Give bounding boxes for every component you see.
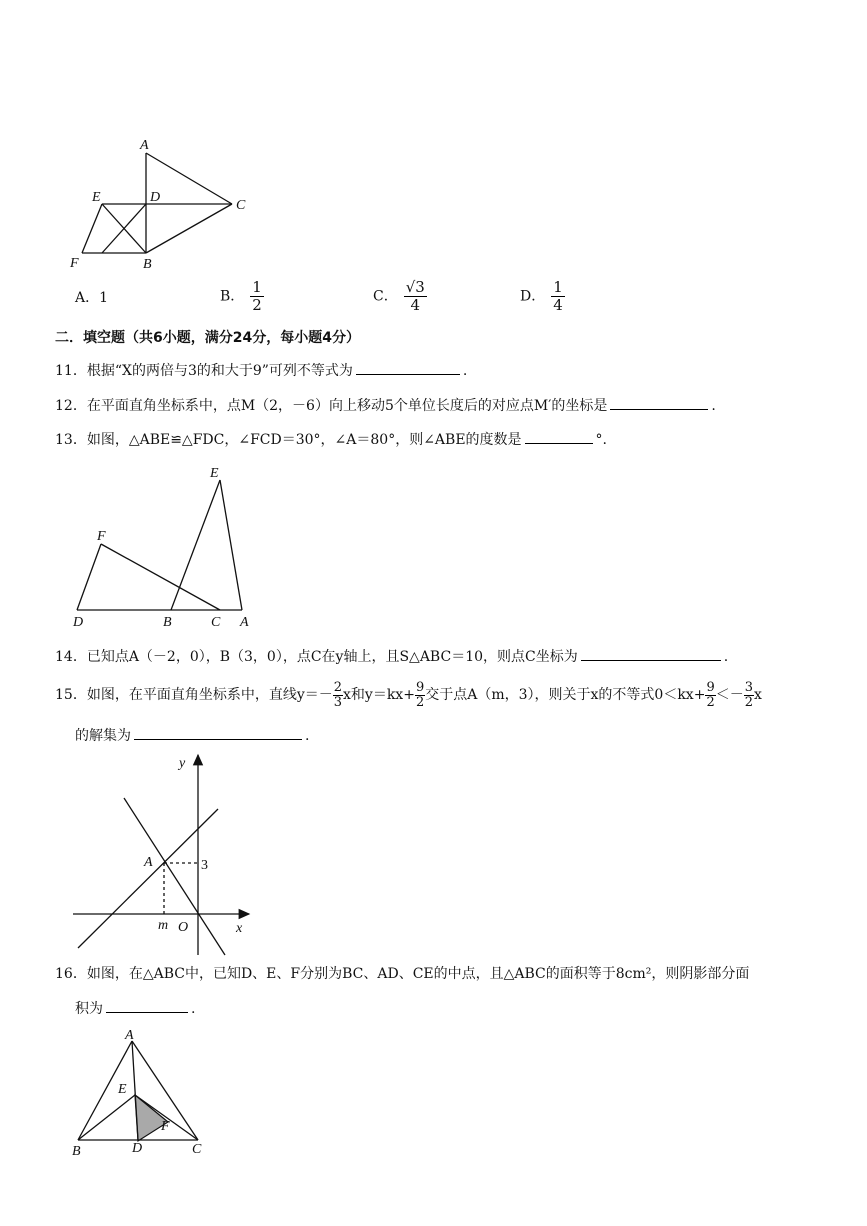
option-a-value: 1 xyxy=(99,290,109,306)
figure-q16 xyxy=(65,1025,225,1165)
question-15-line2-text: 的解集为 xyxy=(75,728,131,744)
question-16-end: . xyxy=(191,1001,196,1017)
label-x: x xyxy=(236,921,243,936)
figure-q15 xyxy=(65,745,265,960)
question-12-end: . xyxy=(711,398,716,414)
figure-q10 xyxy=(60,135,260,280)
label-F: F xyxy=(97,529,106,544)
label-m: m xyxy=(158,918,169,933)
question-15-line1 xyxy=(55,680,762,710)
label-y: y xyxy=(179,756,186,771)
question-14 xyxy=(55,646,728,667)
option-a[interactable] xyxy=(75,287,108,307)
question-12 xyxy=(55,395,716,416)
question-11-end: . xyxy=(462,363,468,379)
label-C: C xyxy=(211,615,221,630)
label-A: A xyxy=(125,1028,134,1043)
question-13-end: °. xyxy=(595,432,607,448)
label-F: F xyxy=(161,1119,170,1134)
question-14-text: 14．已知点A（－2，0），B（3，0），点C在y轴上，且S△ABC＝10，则点C坐标为 xyxy=(55,649,578,665)
question-15-part-c: 交于点A（m，3），则关于x的不等式0＜kx+ xyxy=(425,687,706,703)
label-C: C xyxy=(192,1142,202,1157)
section-title: 二．填空题（共6小题，满分24分，每小题4分） xyxy=(55,330,360,346)
question-13-text: 13．如图，△ABE≌△FDC，∠FCD＝30°，∠A＝80°，则∠ABE的度数是 xyxy=(55,432,522,448)
label-B: B xyxy=(163,615,172,630)
shaded-region xyxy=(135,1095,168,1141)
fraction-9-2-b: $\frac{9}{2}$ xyxy=(706,679,715,710)
question-15-part-d: ＜－ xyxy=(715,687,744,703)
label-D: D xyxy=(73,615,84,630)
answer-blank-11[interactable] xyxy=(356,360,460,375)
answer-blank-16[interactable] xyxy=(106,998,188,1013)
answer-blank-14[interactable] xyxy=(581,646,721,661)
fraction-9-2: $\frac{9}{2}$ xyxy=(415,679,425,710)
label-A: A xyxy=(140,138,149,153)
answer-blank-13[interactable] xyxy=(525,429,593,444)
figure-q13 xyxy=(65,460,265,630)
option-c[interactable] xyxy=(373,279,427,314)
option-d-letter: D． xyxy=(520,288,546,305)
question-14-end: . xyxy=(723,649,729,665)
answer-blank-15[interactable] xyxy=(134,725,302,740)
answer-blank-12[interactable] xyxy=(610,395,708,410)
question-13 xyxy=(55,429,607,450)
question-16-line1 xyxy=(55,964,749,984)
label-D: D xyxy=(132,1141,143,1156)
question-15-part-a: 15．如图，在平面直角坐标系中，直线y＝－ xyxy=(55,687,333,703)
label-O: O xyxy=(178,920,189,935)
label-B: B xyxy=(143,257,152,272)
option-b-letter: B． xyxy=(220,288,245,305)
fraction-3-2: $\frac{3}{2}$ xyxy=(744,679,753,710)
label-3: 3 xyxy=(201,858,208,873)
label-E: E xyxy=(92,190,101,205)
label-E: E xyxy=(210,466,219,481)
question-16-line2 xyxy=(75,998,195,1019)
question-12-text: 12．在平面直角坐标系中，点M（2，－6）向上移动5个单位长度后的对应点M′的坐标是 xyxy=(55,398,608,414)
label-B: B xyxy=(72,1144,81,1159)
option-a-letter: A． xyxy=(75,290,100,306)
option-b[interactable] xyxy=(220,279,264,314)
question-16-line1-text: 16．如图，在△ABC中，已知D、E、F分别为BC、AD、CE的中点，且△ABC的面积等于8cm²，则阴影部分面 xyxy=(55,966,750,982)
question-16-line2-text: 积为 xyxy=(75,1001,103,1017)
question-11-text: 11．根据“X的两倍与3的和大于9”可列不等式为 xyxy=(55,363,353,379)
option-b-fraction: $\frac{1}{2}$ xyxy=(252,278,262,314)
label-A: A xyxy=(240,615,249,630)
option-d[interactable] xyxy=(520,279,565,314)
label-A: A xyxy=(144,855,153,870)
question-15-part-e: x xyxy=(754,687,762,703)
question-11 xyxy=(55,360,467,381)
option-c-letter: C． xyxy=(373,288,398,305)
option-c-fraction: $\frac{√3}{4}$ xyxy=(405,278,425,314)
question-15-part-b: x和y＝kx+ xyxy=(343,687,415,703)
label-D: D xyxy=(150,190,161,205)
label-F: F xyxy=(70,256,79,271)
label-E: E xyxy=(118,1082,127,1097)
label-C: C xyxy=(236,198,246,213)
question-15-end: . xyxy=(305,728,310,744)
fraction-2-3: $\frac{2}{3}$ xyxy=(333,679,343,710)
option-d-fraction: $\frac{1}{4}$ xyxy=(553,278,563,314)
question-15-line2 xyxy=(75,725,309,746)
